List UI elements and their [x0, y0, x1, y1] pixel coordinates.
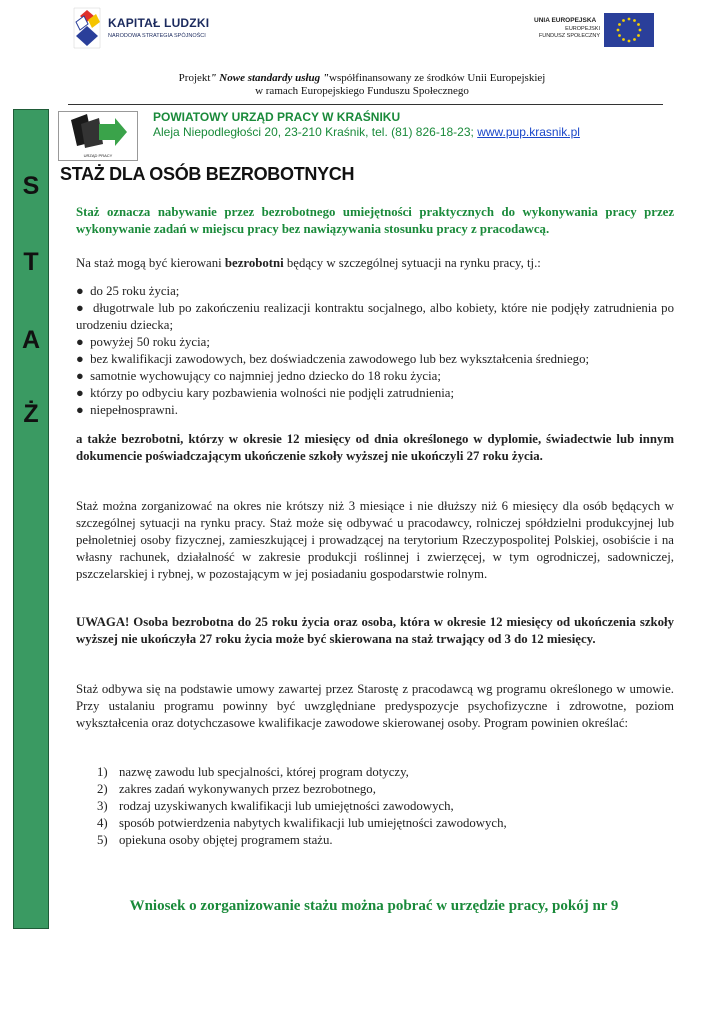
- sidebar-letter: T: [23, 248, 39, 276]
- list-item: ● bez kwalifikacji zawodowych, bez doświadczenia zawodowego lub bez wykształcenia średniego;: [76, 352, 590, 366]
- office-website-link[interactable]: www.pup.krasnik.pl: [477, 125, 580, 139]
- intro-after: będący w szczególnej sytuacji na rynku pracy, tj.:: [286, 256, 541, 270]
- list-item: 2) zakres zadań wykonywanych przez bezrobotnego,: [97, 782, 376, 796]
- kapital-ludzki-logo: [70, 6, 210, 52]
- list-item: ● niepełnosprawni.: [76, 403, 178, 417]
- list-item: 4) sposób potwierdzenia nabytych kwalifikacji lub umiejętności zawodowych,: [97, 816, 507, 830]
- warning-paragraph: UWAGA! Osoba bezrobotna do 25 roku życia oraz osoba, która w okresie 12 miesięcy od ukończenia szkoły wyższej nie ukończyła 27 roku życia może być skierowana na staż trwający od 3 do 12 miesięcy.: [76, 615, 674, 646]
- list-item: 1) nazwę zawodu lub specjalności, której program dotyczy,: [97, 765, 409, 779]
- page-title: STAŻ DLA OSÓB BEZROBOTNYCH: [60, 164, 355, 184]
- eu-line-3: FUNDUSZ SPOŁECZNY: [538, 33, 600, 39]
- office-address: Aleja Niepodległości 20, 23-210 Kraśnik, tel. (81) 826-18-23;: [153, 125, 474, 139]
- project-line-2: w ramach Europejskiego Funduszu Społecznego: [255, 85, 469, 97]
- intro-paragraph: [76, 255, 674, 272]
- kapital-ludzki-emblem-icon: [70, 6, 104, 50]
- project-name: " Nowe standardy usług ": [210, 72, 330, 84]
- eu-flag-icon: [604, 13, 654, 47]
- eu-title: UNIA EUROPEJSKA: [534, 17, 597, 24]
- list-item: 3) rodzaj uzyskiwanych kwalifikacji lub umiejętności zawodowych,: [97, 799, 454, 813]
- list-item: 5) opiekuna osoby objętej programem stażu.: [97, 833, 333, 847]
- header-divider: [68, 104, 663, 105]
- project-suffix: współfinansowany ze środków Unii Europejskiej: [329, 72, 546, 84]
- sidebar-letter: A: [21, 326, 41, 354]
- agreement-paragraph: Staż odbywa się na podstawie umowy zawartej przez Starostę z pracodawcą wg programu określonego w umowie. Przy ustalaniu programu powinny być uwzględniane predyspozycje psychofizyczne i zdrowotne, poziom wykształcenia oraz dotychczasowe kwalifikacje zawodowe skierowanej osoby. Program powinien określać:: [76, 682, 674, 730]
- office-address-line: [153, 125, 580, 139]
- graduates-paragraph: a także bezrobotni, którzy w okresie 12 miesięcy od dnia określonego w dyplomie, świadectwie lub innym dokumencie poświadczającym ukończenie szkoły wyższej nie ukończyli 27 roku życia.: [76, 432, 674, 463]
- sidebar-letter: S: [22, 172, 40, 200]
- pup-logo: [58, 111, 138, 161]
- pup-emblem-icon: [59, 112, 137, 152]
- list-item: ● którzy po odbyciu kary pozbawienia wolności nie podjęli zatrudnienia;: [76, 386, 455, 400]
- duration-paragraph: Staż można zorganizować na okres nie krótszy niż 3 miesiące i nie dłuższy niż 6 miesięcy dla osób będących w szczególnej sytuacji na rynku pracy. Staż może się odbywać u pracodawcy, rolniczej spółdzielni produkcyjnej lub pełnoletniej osoby fizycznej, zamieszkującej i prowadzącej na terytorium Rzeczypospolitej Polskiej, osobiście i na własny rachunek, działalność w zakresie produkcji roślinnej i zwierzęcej, w tym ogrodniczej, sadowniczej, pszczelarskiej i rybnej, w pozostającym w jej posiadaniu gospodarstwie rolnym.: [76, 499, 674, 581]
- list-item: ● samotnie wychowujący co najmniej jedno dziecko do 18 roku życia;: [76, 369, 441, 383]
- eligibility-list: [76, 283, 674, 419]
- eu-line-2: EUROPEJSKI: [565, 26, 600, 32]
- sidebar-staz: [13, 109, 49, 929]
- project-info: [0, 72, 724, 98]
- pup-logo-caption: URZĄD PRACY: [83, 153, 113, 158]
- list-item: ● powyżej 50 roku życia;: [76, 335, 210, 349]
- intro-bold: bezrobotni: [224, 256, 284, 270]
- list-item: ● do 25 roku życia;: [76, 284, 180, 298]
- sidebar-letter: Ż: [23, 400, 39, 428]
- list-item: ● długotrwale lub po zakończeniu realizacji kontraktu socjalnego, albo kobiety, które nie podjęły zatrudnienia po urodzeniu dziecka;: [76, 301, 674, 332]
- program-list: [97, 764, 657, 849]
- kapital-ludzki-title: KAPITAŁ LUDZKI: [108, 16, 210, 30]
- application-note: Wniosek o zorganizowanie stażu można pobrać w urzędzie pracy, pokój nr 9: [129, 898, 619, 914]
- eu-logo: [524, 9, 656, 49]
- intro-before: Na staż mogą być kierowani: [76, 256, 222, 270]
- project-prefix: Projekt: [178, 72, 211, 84]
- office-name: POWIATOWY URZĄD PRACY W KRAŚNIKU: [153, 110, 401, 124]
- definition-paragraph: Staż oznacza nabywanie przez bezrobotnego umiejętności praktycznych do wykonywania pracy przez wykonywanie zadań w miejscu pracy bez nawiązywania stosunku pracy z pracodawcą.: [76, 205, 674, 236]
- kapital-ludzki-subtitle: NARODOWA STRATEGIA SPÓJNOŚCI: [108, 33, 206, 39]
